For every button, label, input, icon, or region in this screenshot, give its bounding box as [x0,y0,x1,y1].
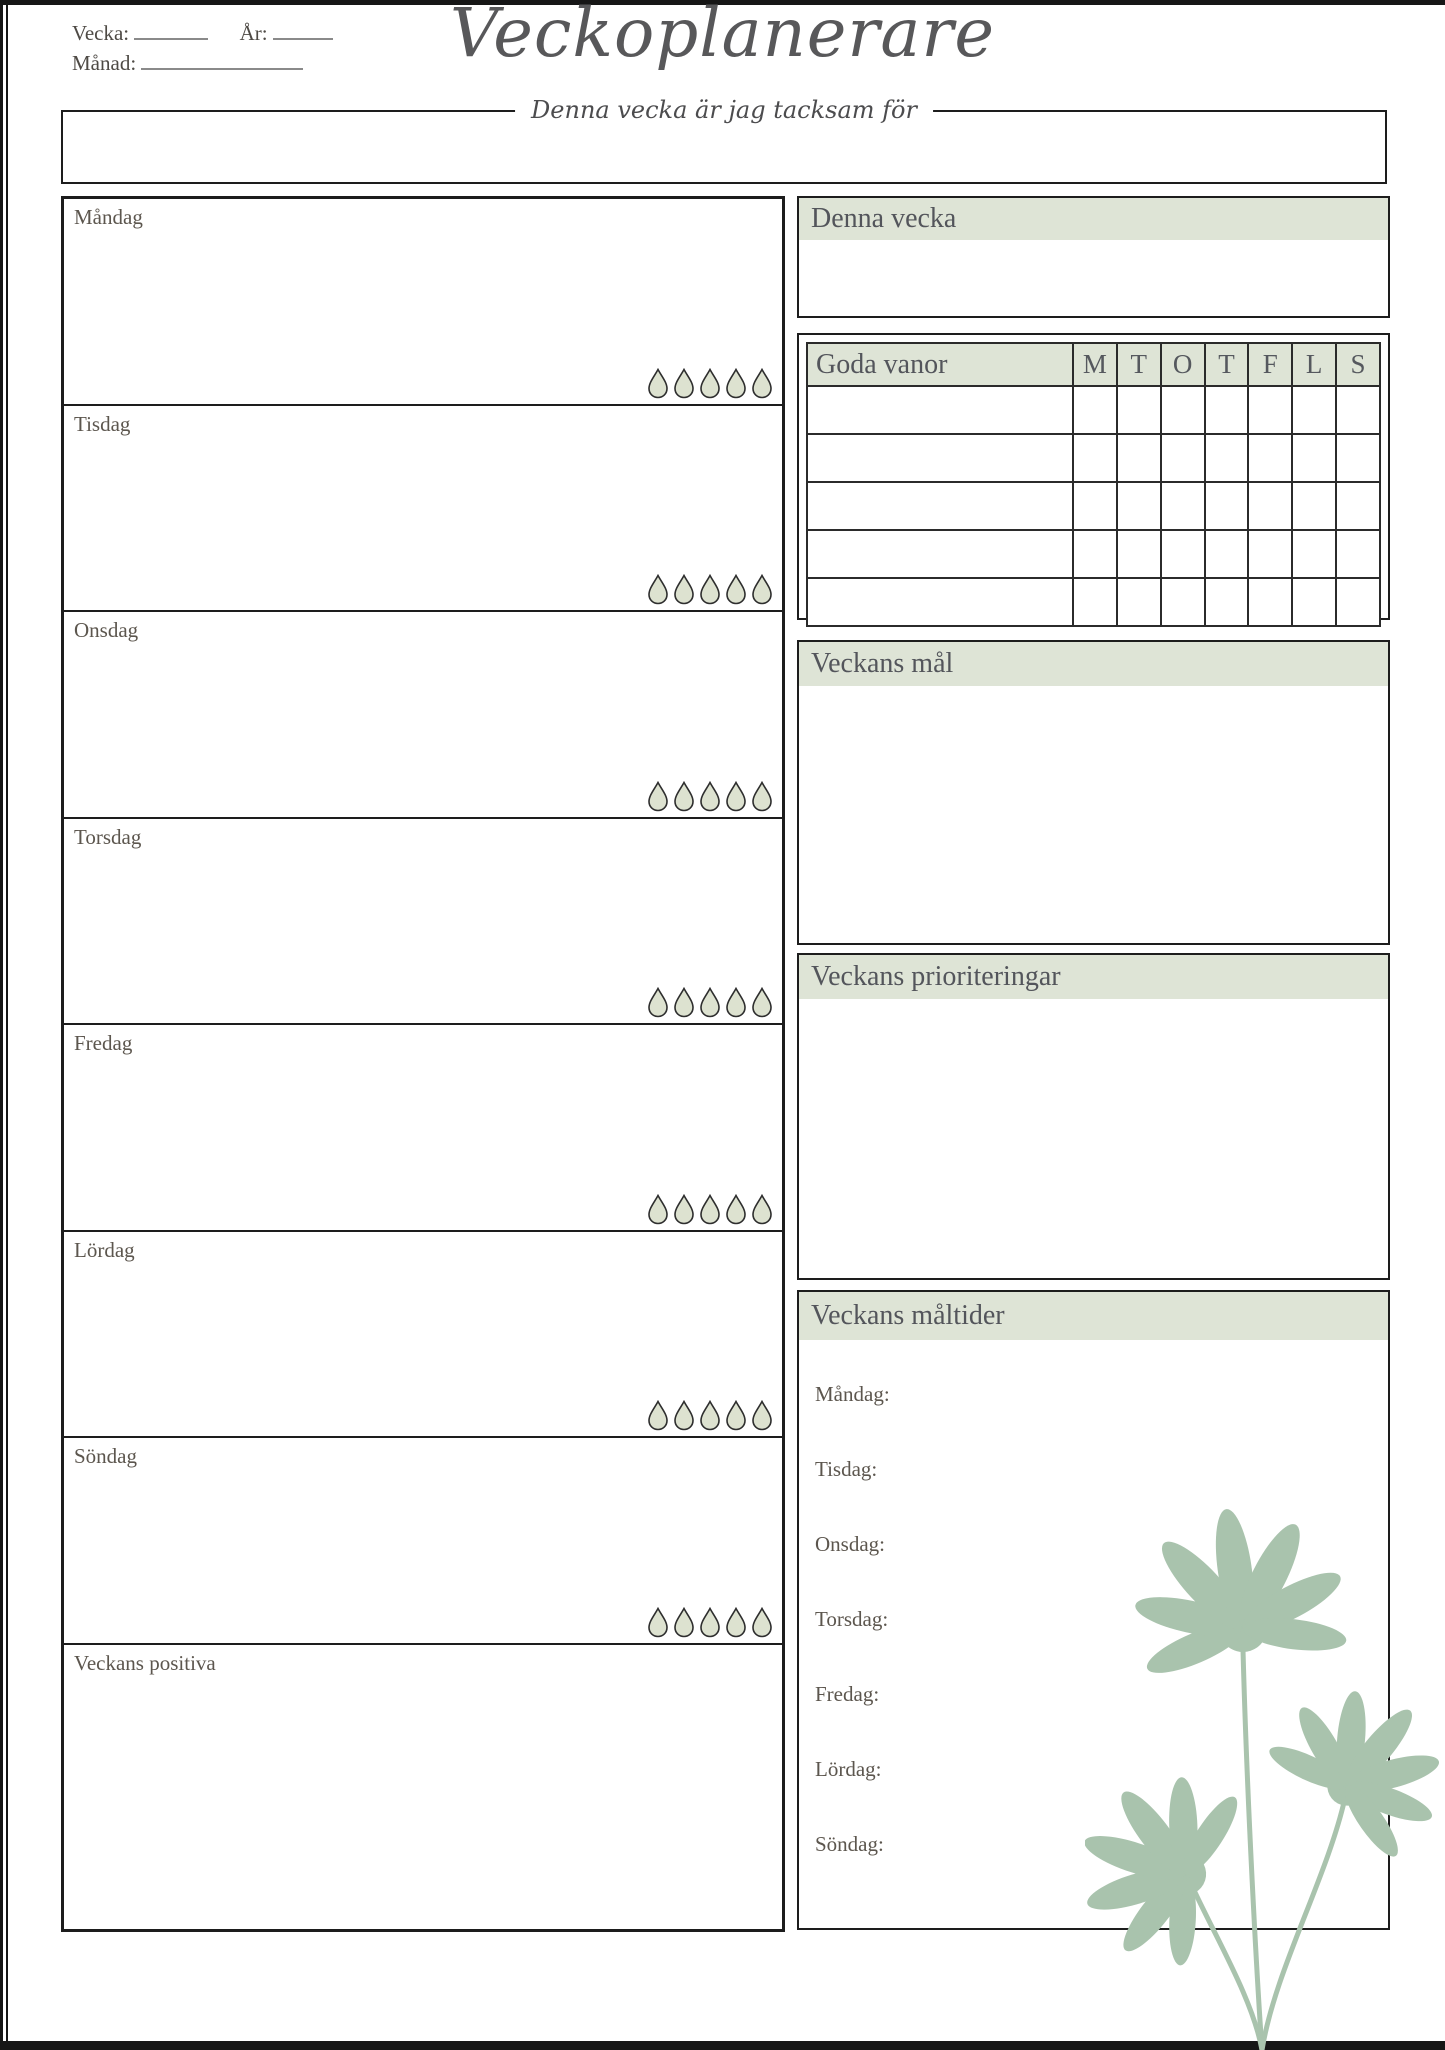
droplet-icon [672,1607,696,1638]
monstera-leaf [1119,1500,1357,1684]
gratitude-caption: Denna vecka är jag tacksam för [515,96,933,124]
plant-stem [1243,1650,1262,2050]
year-label: År: [239,21,268,45]
habit-check-cell [1248,386,1292,434]
weekly-goals-header: Veckans mål [799,642,1388,686]
day-label: Onsdag [74,618,139,643]
droplet-icon [750,1400,774,1431]
habit-check-cell [1292,530,1336,578]
habit-day-letter: F [1248,343,1292,386]
droplet-icon [646,781,670,812]
habit-day-letter: T [1205,343,1249,386]
monstera-leaf [1257,1653,1445,1869]
water-tracker [646,987,774,1018]
droplet-icon [750,781,774,812]
water-tracker [646,1194,774,1225]
habit-check-cell [1248,434,1292,482]
day-section-monday [64,199,782,404]
habit-check-cell [1292,434,1336,482]
droplet-icon [672,574,696,605]
habit-day-letter: S [1336,343,1380,386]
droplet-icon [750,987,774,1018]
droplet-icon [750,1607,774,1638]
habit-day-letter: L [1292,343,1336,386]
monstera-plant-illustration [1085,1500,1445,2050]
meal-day-label: Söndag: [815,1832,884,1856]
habit-check-cell [1117,482,1161,530]
droplet-icon [724,987,748,1018]
habit-check-cell [1073,482,1117,530]
plant-stem [1262,1798,1345,2050]
habit-check-cell [1292,482,1336,530]
habit-check-cell [1073,386,1117,434]
habit-check-cell [1292,578,1336,626]
habits-title-cell: Goda vanor [807,343,1073,386]
day-section-tuesday [64,404,782,611]
droplet-icon [646,1400,670,1431]
habit-check-cell [1073,530,1117,578]
meal-day-label: Tisdag: [815,1457,878,1481]
habit-check-cell [1336,482,1380,530]
this-week-box [797,196,1390,318]
droplet-icon [698,987,722,1018]
day-label: Fredag [74,1031,133,1056]
habit-day-letter: O [1161,343,1205,386]
habit-check-cell [1205,386,1249,434]
monstera-leaf [1085,1750,1249,1976]
month-label: Månad: [72,51,137,75]
habit-check-cell [1161,386,1205,434]
day-section-friday [64,1023,782,1230]
habit-check-cell [1161,578,1205,626]
page-left-edge [0,0,3,2050]
day-section-wednesday [64,610,782,817]
habit-name-cell [807,530,1073,578]
habit-check-cell [1117,386,1161,434]
droplet-icon [750,574,774,605]
water-tracker [646,1400,774,1431]
habit-check-cell [1292,386,1336,434]
habit-name-cell [807,482,1073,530]
gratitude-box [61,95,1387,184]
habit-day-letter: T [1117,343,1161,386]
day-label: Torsdag [74,824,142,849]
day-label: Lördag [74,1237,135,1262]
habit-check-cell [1336,578,1380,626]
droplet-icon [672,987,696,1018]
habit-name-cell [807,434,1073,482]
weekly-positives-label: Veckans positiva [74,1650,216,1675]
droplet-icon [698,1607,722,1638]
droplet-icon [672,368,696,399]
habit-check-cell [1161,530,1205,578]
week-days-column [61,196,785,1932]
droplet-icon [724,1400,748,1431]
droplet-icon [672,1400,696,1431]
water-tracker [646,1607,774,1638]
habit-check-cell [1205,578,1249,626]
day-label: Tisdag [74,411,131,436]
droplet-icon [646,574,670,605]
droplet-icon [724,781,748,812]
habit-check-cell [1117,578,1161,626]
droplet-icon [698,368,722,399]
habit-check-cell [1161,434,1205,482]
meal-day-label: Fredag: [815,1682,880,1706]
droplet-icon [646,1194,670,1225]
day-label: Måndag [74,205,143,229]
droplet-icon [698,574,722,605]
droplet-icon [672,781,696,812]
habit-name-cell [807,578,1073,626]
habit-check-cell [1248,530,1292,578]
week-label: Vecka: [72,21,130,45]
water-tracker [646,574,774,605]
weekly-positives-section [64,1643,782,1929]
habit-check-cell [1336,434,1380,482]
droplet-icon [698,1400,722,1431]
meal-day-label: Lördag: [815,1757,882,1781]
weekly-priorities-box [797,953,1390,1280]
weekly-priorities-header: Veckans prioriteringar [799,955,1388,999]
this-week-header: Denna vecka [799,198,1388,240]
droplet-icon [750,368,774,399]
habit-check-cell [1205,434,1249,482]
droplet-icon [672,1194,696,1225]
droplet-icon [724,1607,748,1638]
habit-row [807,530,1380,578]
meal-day-label: Onsdag: [815,1532,885,1556]
droplet-icon [646,368,670,399]
month-blank-line [141,52,303,70]
habit-day-letter: M [1073,343,1117,386]
habit-check-cell [1073,434,1117,482]
droplet-icon [724,574,748,605]
habit-check-cell [1336,530,1380,578]
habits-box [797,333,1390,620]
planner-meta-fields [72,18,333,78]
habit-check-cell [1117,434,1161,482]
habit-check-cell [1073,578,1117,626]
droplet-icon [646,987,670,1018]
meal-day-label: Torsdag: [815,1607,889,1631]
habit-row [807,578,1380,626]
weekly-meals-header: Veckans måltider [799,1292,1388,1340]
week-blank-line [134,22,208,40]
habit-row [807,434,1380,482]
droplet-icon [750,1194,774,1225]
droplet-icon [646,1607,670,1638]
day-label: Söndag [74,1444,137,1469]
page-title: Veckoplanerare [449,0,996,72]
habit-check-cell [1248,578,1292,626]
page-left-edge-inner [6,0,8,2050]
habit-check-cell [1205,482,1249,530]
droplet-icon [724,368,748,399]
habit-tracker-table [806,342,1381,627]
habit-header-row [807,343,1380,386]
meal-day-label: Måndag: [815,1382,890,1406]
habit-check-cell [1117,530,1161,578]
habit-check-cell [1205,530,1249,578]
day-section-saturday [64,1230,782,1437]
water-tracker [646,781,774,812]
habit-check-cell [1336,386,1380,434]
droplet-icon [724,1194,748,1225]
habit-row [807,482,1380,530]
day-section-sunday [64,1436,782,1643]
habit-name-cell [807,386,1073,434]
day-section-thursday [64,817,782,1024]
weekly-goals-box [797,640,1390,945]
habit-check-cell [1161,482,1205,530]
habit-check-cell [1248,482,1292,530]
habit-row [807,386,1380,434]
water-tracker [646,368,774,399]
droplet-icon [698,781,722,812]
droplet-icon [698,1194,722,1225]
